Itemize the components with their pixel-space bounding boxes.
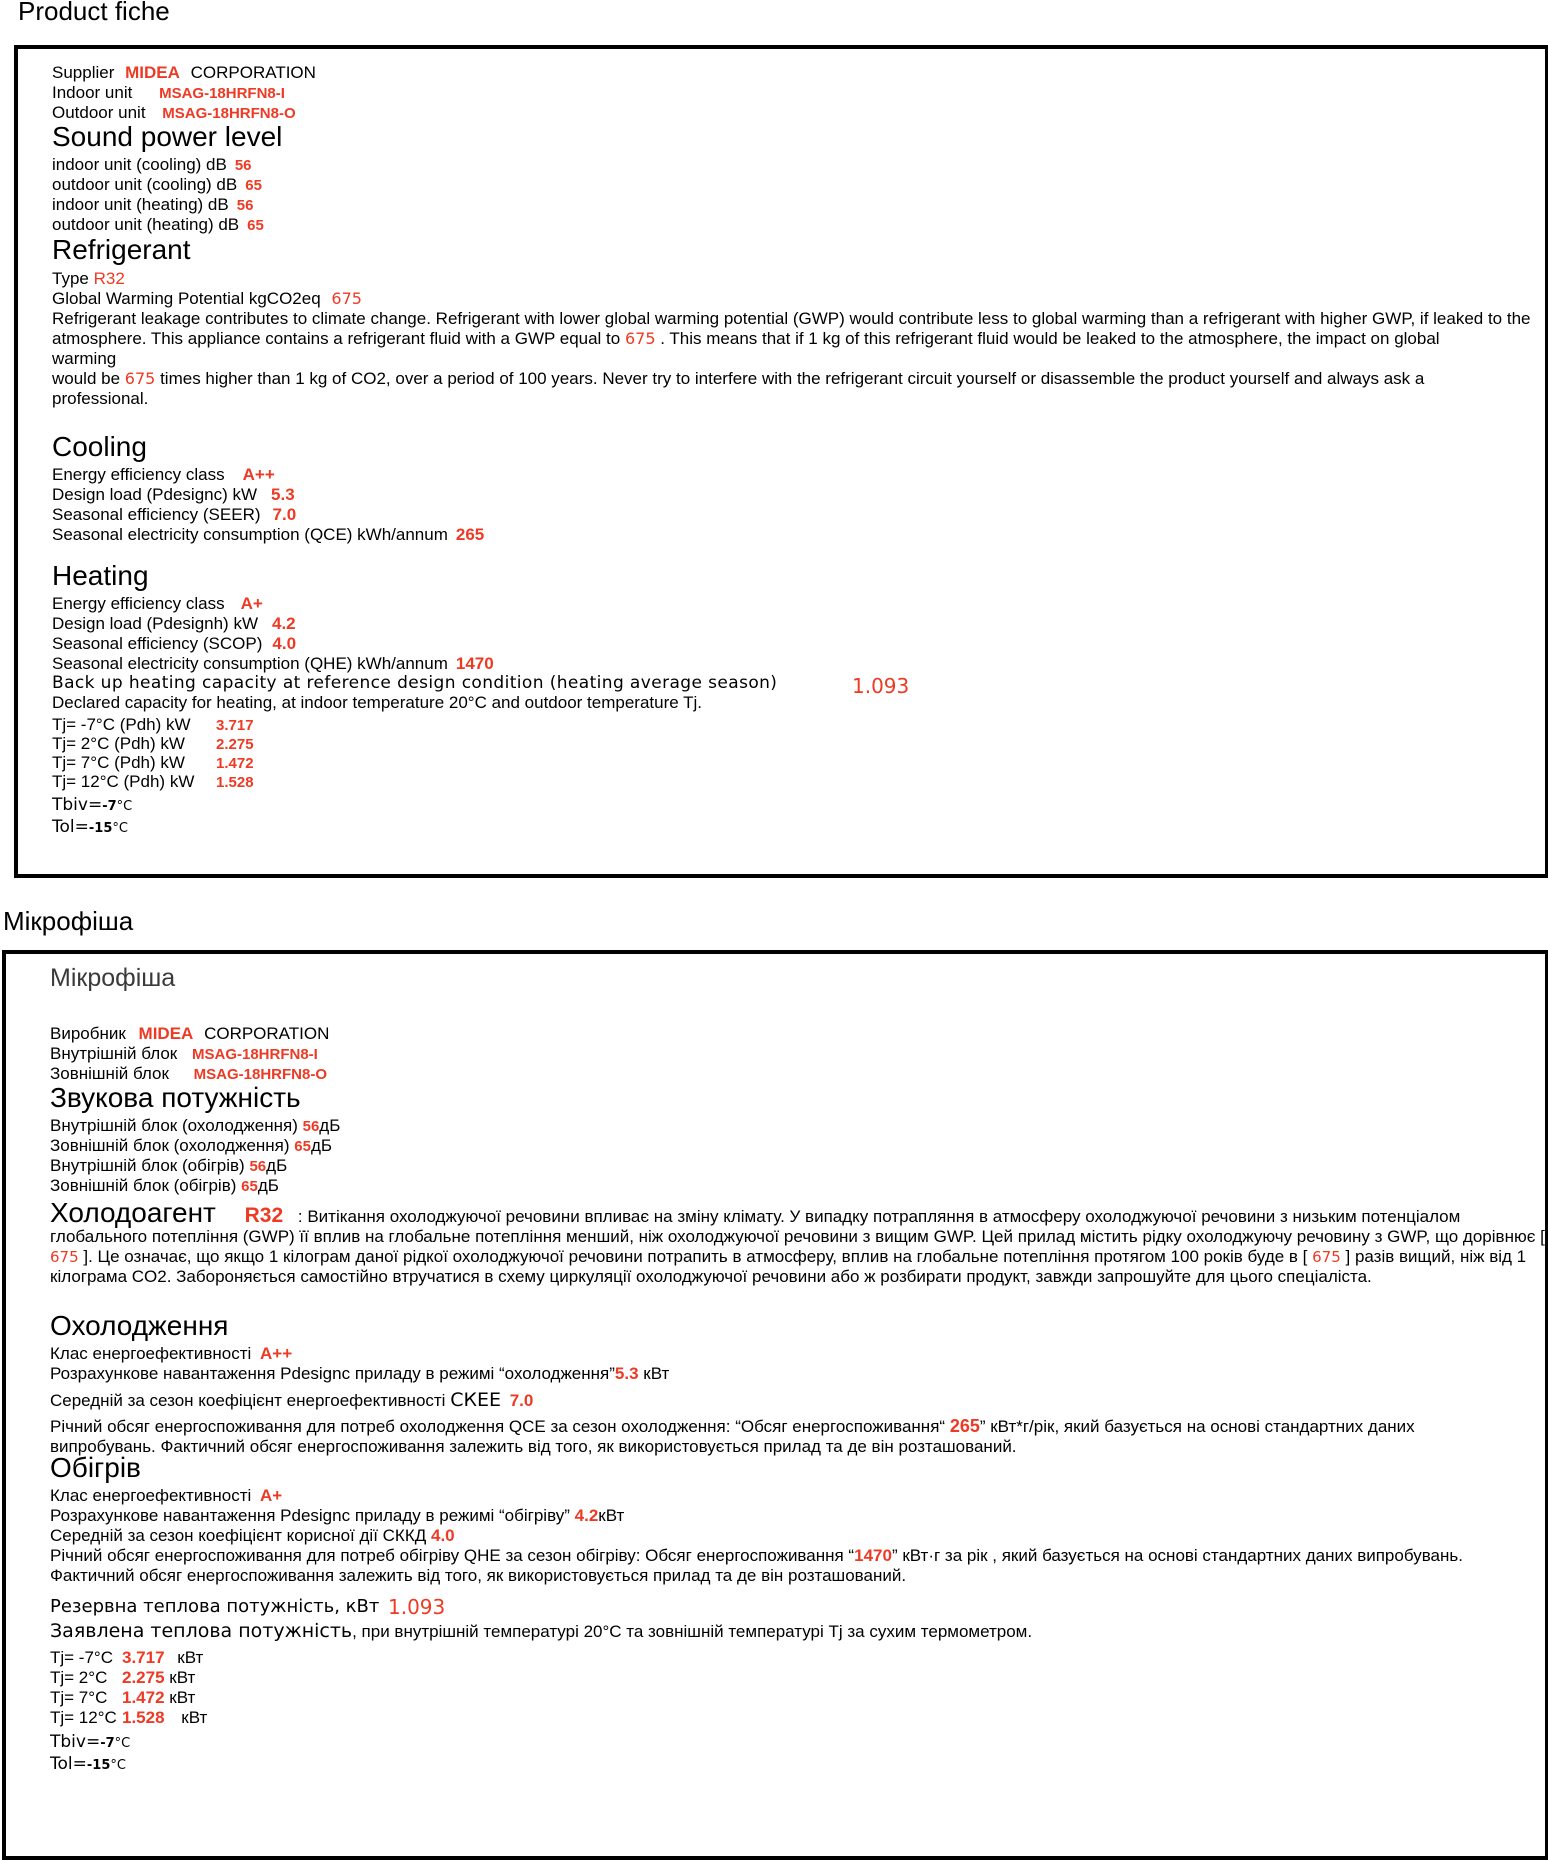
heating-row: Seasonal efficiency (SCOP) 4.0 — [52, 634, 297, 653]
backup-capacity-label: Back up heating capacity at reference design condition (heating average season) — [52, 673, 778, 693]
heating-row: Energy efficiency class A+ — [52, 594, 263, 613]
tj-row: Tj= 2°C (Pdh) kW 2.275 — [52, 734, 254, 753]
heating-class-row: Клас енергоефективності A+ — [50, 1486, 283, 1505]
outdoor-unit-value: MSAG-18HRFN8-O — [162, 105, 296, 122]
backup-capacity-value: 1.093 — [388, 1595, 446, 1619]
product-fiche-caption: Product fiche — [18, 0, 170, 26]
refrigerant-type-value: R32 — [93, 269, 125, 288]
tj-row: Tj= -7°C (Pdh) kW 3.717 — [52, 715, 254, 734]
microfiche-box — [2, 950, 1548, 1860]
cooling-row: Seasonal electricity consumption (QCE) kWh/annum 265 — [52, 525, 485, 544]
sound-heading: Sound power level — [52, 121, 283, 152]
microfiche-caption: Мікрофіша — [3, 906, 134, 936]
cooling-consumption-text: Річний обсяг енергоспоживання для потреб охолодження QCE за сезон охолодження: “Обсяг енергоспоживання“ 265” кВт*г/рік, який базується на основі стандартних даних випробувань. Фактичний обсяг енергоспоживання залежить від того, як використовується прилад та де він розташований. — [50, 1416, 1415, 1456]
tj-row: Tj= 2°C 2.275 кВт — [50, 1668, 196, 1687]
supplier-row: Виробник MIDEA CORPORATION — [50, 1024, 330, 1043]
tj-row: Tj= 7°C (Pdh) kW 1.472 — [52, 753, 254, 772]
refrigerant-heading: Холодоагент — [50, 1197, 216, 1228]
refrigerant-section: Холодоагент R32 : Витікання охолоджуючої речовини впливає на зміну клімату. У випадку потрапляння в атмосферу охолоджуючої речовини з низьким потенціалом глобального потепління (GWP) її вплив на глобальне потепління менший, ніж охолоджуючої речовини з вищим GWP. Цей прилад містить рідку охолоджуючу речовину з GWP, що дорівнює [ 675 ]. Це означає, що якщо 1 кілограм даної рідкої охолоджуючої речовини потрапить в атмосферу, вплив на глобальне потепління протягом 100 років буде в [ 675 ] разів вищий, ніж від 1 кілограма CO2. Забороняється самостійно втручатися в схему циркуляції охолоджуючої речовини або ж розбирати продукт, завжди запрошуйте для цього спеціаліста. — [50, 1197, 1545, 1286]
sound-row: Внутрішній блок (обігрів) 56дБ — [50, 1156, 288, 1175]
tol-row: Tol=-15°C — [52, 817, 128, 837]
gwp-value: 675 — [331, 289, 362, 308]
supplier-name: CORPORATION — [190, 63, 316, 82]
heating-load-row: Розрахункове навантаження Pdesignc приладу в режимі “обігріву” 4.2кВт — [50, 1506, 625, 1525]
heating-row: Seasonal electricity consumption (QHE) kWh/annum 1470 — [52, 654, 494, 673]
cooling-seer-row: Середній за сезон коефіцієнт енергоефективності СКЕЕ 7.0 — [50, 1389, 534, 1411]
tbiv-row: Tbiv=-7°C — [50, 1732, 131, 1752]
outdoor-unit-row: Зовнішній блок MSAG-18HRFN8-O — [50, 1064, 328, 1083]
indoor-unit-value: MSAG-18HRFN8-I — [159, 85, 285, 102]
backup-capacity-value: 1.093 — [852, 674, 910, 698]
refrigerant-heading: Refrigerant — [52, 234, 191, 265]
sound-row: Внутрішній блок (охолодження) 56дБ — [50, 1116, 341, 1135]
tj-row: Tj= 12°C 1.528 кВт — [50, 1708, 208, 1727]
sound-row: indoor unit (heating) dB 56 — [52, 195, 254, 214]
outdoor-unit-label: Outdoor unit — [52, 103, 146, 122]
tj-row: Tj= 7°C 1.472 кВт — [50, 1688, 196, 1707]
supplier-brand: MIDEA — [125, 63, 180, 82]
sound-row: Зовнішній блок (обігрів) 65дБ — [50, 1176, 279, 1195]
sound-row: outdoor unit (cooling) dB 65 — [52, 175, 262, 194]
heating-heading: Обігрів — [50, 1452, 141, 1483]
refrigerant-type-row: Type R32 — [52, 269, 125, 288]
tbiv-row: Tbiv=-7°C — [52, 795, 133, 815]
refrigerant-value: R32 — [244, 1204, 284, 1227]
sound-row: indoor unit (cooling) dB 56 — [52, 155, 252, 174]
cooling-row: Seasonal efficiency (SEER) 7.0 — [52, 505, 297, 524]
supplier-label: Supplier — [52, 63, 115, 82]
indoor-unit-row — [52, 83, 285, 104]
sound-heading: Звукова потужність — [50, 1082, 301, 1113]
tj-row: Tj= 12°C (Pdh) kW 1.528 — [52, 772, 254, 791]
cooling-class-row: Клас енергоефективності A++ — [50, 1344, 293, 1363]
heating-row: Design load (Pdesignh) kW 4.2 — [52, 614, 296, 633]
heating-consumption-text: Річний обсяг енергоспоживання для потреб обігріву QHE за сезон обігріву: Обсяг енергоспоживання “1470” кВт·г за рік , який базується на основі стандартних даних випробувань. Фактичний обсяг енергоспоживання залежить від того, як використовується прилад та де він розташований. — [50, 1546, 1463, 1585]
sound-row: outdoor unit (heating) dB 65 — [52, 215, 264, 234]
indoor-unit-label: Indoor unit — [52, 83, 133, 102]
indoor-unit-row: Внутрішній блок MSAG-18HRFN8-I — [50, 1044, 318, 1063]
supplier-row — [52, 63, 316, 83]
heating-heading: Heating — [52, 560, 149, 591]
refrigerant-leak-text: Refrigerant leakage contributes to climate change. Refrigerant with lower global warming potential (GWP) would contribute less to global warming than a refrigerant with higher GWP, if leaked to the atmosphere. This appliance contains a refrigerant fluid with a GWP equal to 675 . This means that if 1 kg of this refrigerant fluid would be leaked to the atmosphere, the impact on global warming would be 675 times higher than 1 kg of CO2, over a period of 100 years. Never try to interfere with the refrigerant circuit yourself or disassemble the product yourself and always ask a professional. — [52, 309, 1531, 408]
product-fiche-box — [14, 45, 1548, 878]
declared-capacity-text: Declared capacity for heating, at indoor temperature 20°C and outdoor temperature Tj. — [52, 693, 703, 712]
backup-capacity-label: Резервна теплова потужність, кВт — [50, 1596, 380, 1617]
sound-row: Зовнішній блок (охолодження) 65дБ — [50, 1136, 333, 1155]
declared-capacity-row: Заявлена теплова потужність, при внутрішній температурі 20°C та зовнішній температурі Tj за сухим термометром. — [50, 1620, 1033, 1642]
gwp-row: Global Warming Potential kgCO2eq 675 — [52, 289, 362, 308]
tol-row: Tol=-15°C — [50, 1754, 126, 1774]
cooling-heading: Cooling — [52, 431, 147, 462]
cooling-heading: Охолодження — [50, 1310, 229, 1341]
cooling-row: Energy efficiency class A++ — [52, 465, 275, 484]
cooling-load-row: Розрахункове навантаження Pdesignc приладу в режимі “охолодження”5.3 кВт — [50, 1364, 670, 1383]
microfiche-title: Мікрофіша — [50, 964, 176, 992]
cooling-row: Design load (Pdesignc) kW 5.3 — [52, 485, 295, 504]
heating-scop-row: Середній за сезон коефіцієнт корисної дії СККД 4.0 — [50, 1526, 455, 1545]
tj-row: Tj= -7°C 3.717 кВт — [50, 1648, 204, 1667]
